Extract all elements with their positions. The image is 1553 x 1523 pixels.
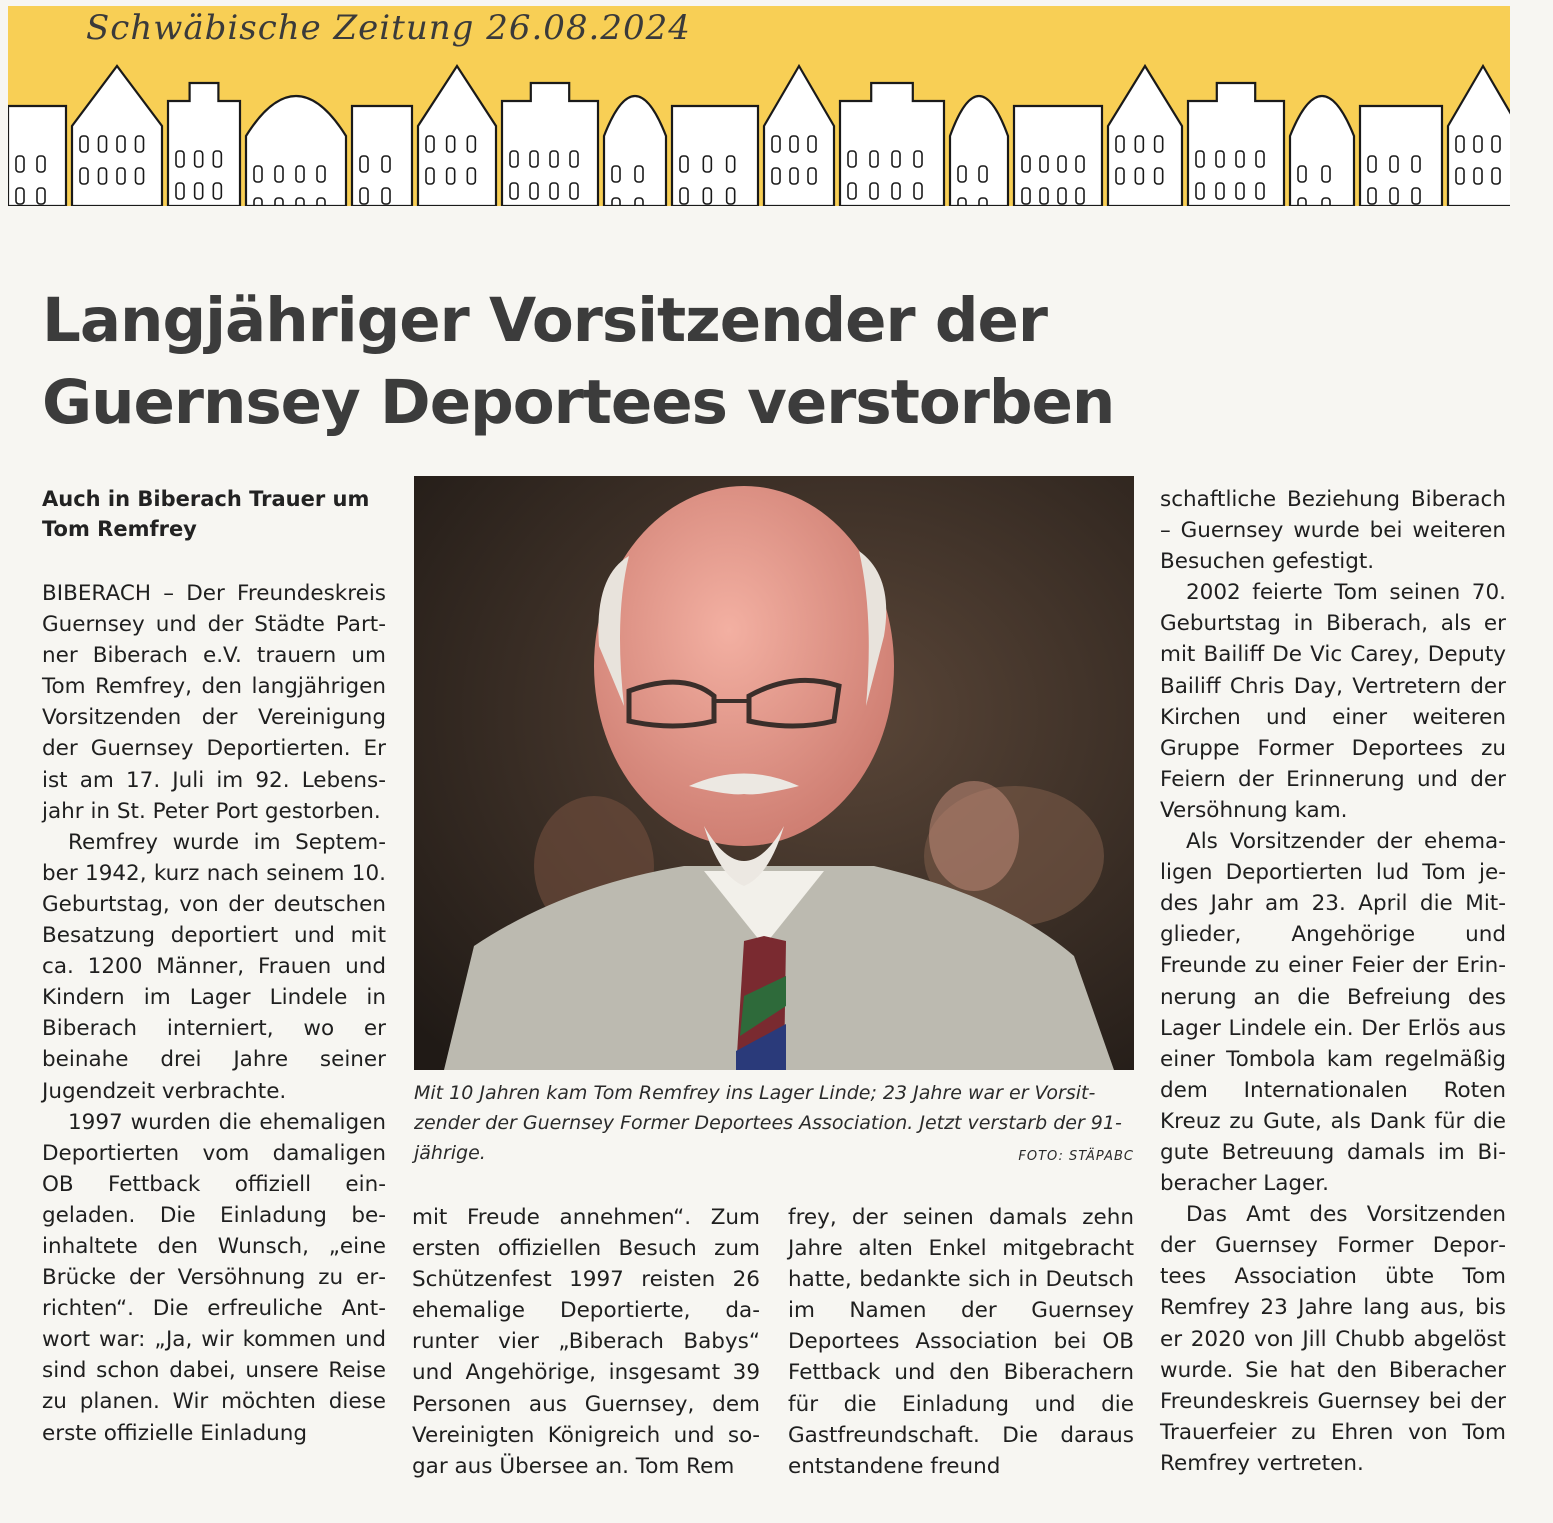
house-shape [168, 83, 240, 206]
paragraph: 2002 feierte Tom seinen 70. Geburtstag in Biberach, als er mit Bailiff De Vic Carey, Deputy Bailiff Chris Day, Vertretern der Kirchen und einer weiteren Gruppe Former Deportees zu Feiern der Erinnerung und der Versöhnung kam. [1160, 580, 1506, 823]
paragraph: frey, der seinen damals zehn Jahre alten Enkel mitgebracht hatte, bedankte sich in Deutsch im Namen der Guernsey Deportees Association bei OB Fettback und den Biberachern für die Einladung und die Gastfreundschaft. Die daraus entstandene freund [788, 1205, 1134, 1479]
page-title [42, 280, 1142, 444]
house-shape [246, 96, 346, 206]
headline-line-1: Langjähriger Vorsitzender der [42, 285, 1047, 356]
portrait-photo [414, 476, 1134, 1070]
paragraph: Remfrey wurde im September 1942, kurz nach seinem 10. Geburtstag, von der deutschen Besatzung deportiert und mit ca. 1200 Männer, Frauen und Kindern im Lager Lindele in Biberach interniert, wo er beinahe drei Jahre seiner Jugendzeit verbrachte. [42, 829, 386, 1104]
photo-caption [414, 1078, 1134, 1172]
paragraph: Das Amt des Vorsitzenden der Guernsey Former Deportees Association übte Tom Remfrey 23 Jahre lang aus, bis er 2020 von Jill Chubb abgelöst wurde. Sie hat den Biberacher Freundeskreis Guernsey bei der Trauerfeier zu Ehren von Tom Remfrey vertreten. [1160, 1202, 1506, 1476]
paragraph: mit Freude annehmen“. Zum ersten offiziellen Besuch zum Schützenfest 1997 reisten 26 ehemalige Deportierte, darunter vier „Biberach Babys“ und Angehörige, insgesamt 39 Personen aus Guernsey, dem Vereinigten Königreich und sogar aus Übersee an. Tom Rem [412, 1205, 760, 1479]
article-column-2 [412, 1202, 760, 1482]
paragraph: BIBERACH – Der Freundeskreis Guernsey und der Städte Partner Biberach e.V. trauern um Tom Remfrey, den langjährigen Vorsitzenden der Vereinigung der Guernsey Deportierten. Er ist am 17. Juli im 92. Lebensjahr in St. Peter Port gestorben. [42, 581, 386, 824]
portrait-illustration [414, 476, 1134, 1070]
caption-line-2: zender der Guernsey Former Deportees Association. Jetzt verstarb der 91- [414, 1112, 1122, 1134]
house-shape [1290, 96, 1354, 206]
article-column-3 [788, 1202, 1134, 1482]
paragraph: schaftliche Beziehung Biberach – Guernsey wurde bei weiteren Besuchen gefestigt. [1160, 487, 1506, 575]
house-shape [950, 96, 1008, 206]
headline-line-2: Guernsey Deportees verstorben [42, 367, 1115, 438]
paragraph: 1997 wurden die ehemaligen Deportierten vom damaligen OB Fettback offiziell eingeladen. Die Einladung beinhaltete den Wunsch, „eine Brücke der Versöhnung zu errichten“. Die erfreuliche Antwort war: „Ja, wir kommen und sind schon dabei, unsere Reise zu planen. Wir möchten diese erste offizielle Einladung [42, 1109, 386, 1446]
subheadline: Auch in Biberach Trauer um Tom Remfrey [42, 487, 370, 541]
caption-line-3: jährige. [414, 1142, 486, 1164]
caption-line-1: Mit 10 Jahren kam Tom Remfrey ins Lager Linde; 23 Jahre war er Vorsit- [414, 1082, 1096, 1104]
photo-credit: FOTO: STÄPABC [1018, 1149, 1134, 1164]
paragraph: Als Vorsitzender der ehemaligen Deportierten lud Tom jedes Jahr am 23. April die Mitglieder, Angehörige und Freunde zu einer Feier der Erinnerung an die Befreiung des Lager Lindele ein. Der Erlös aus einer Tombola kam regelmäßig dem Internationalen Roten Kreuz zu Gute, als Dank für die gute Betreuung damals im Biberacher Lager. [1160, 829, 1506, 1197]
header-banner [8, 6, 1510, 206]
house-shape [604, 96, 666, 206]
article-column-4 [1160, 484, 1506, 1479]
handwritten-date-note: Schwäbische Zeitung 26.08.2024 [86, 8, 691, 48]
article-column-1 [42, 578, 386, 1449]
